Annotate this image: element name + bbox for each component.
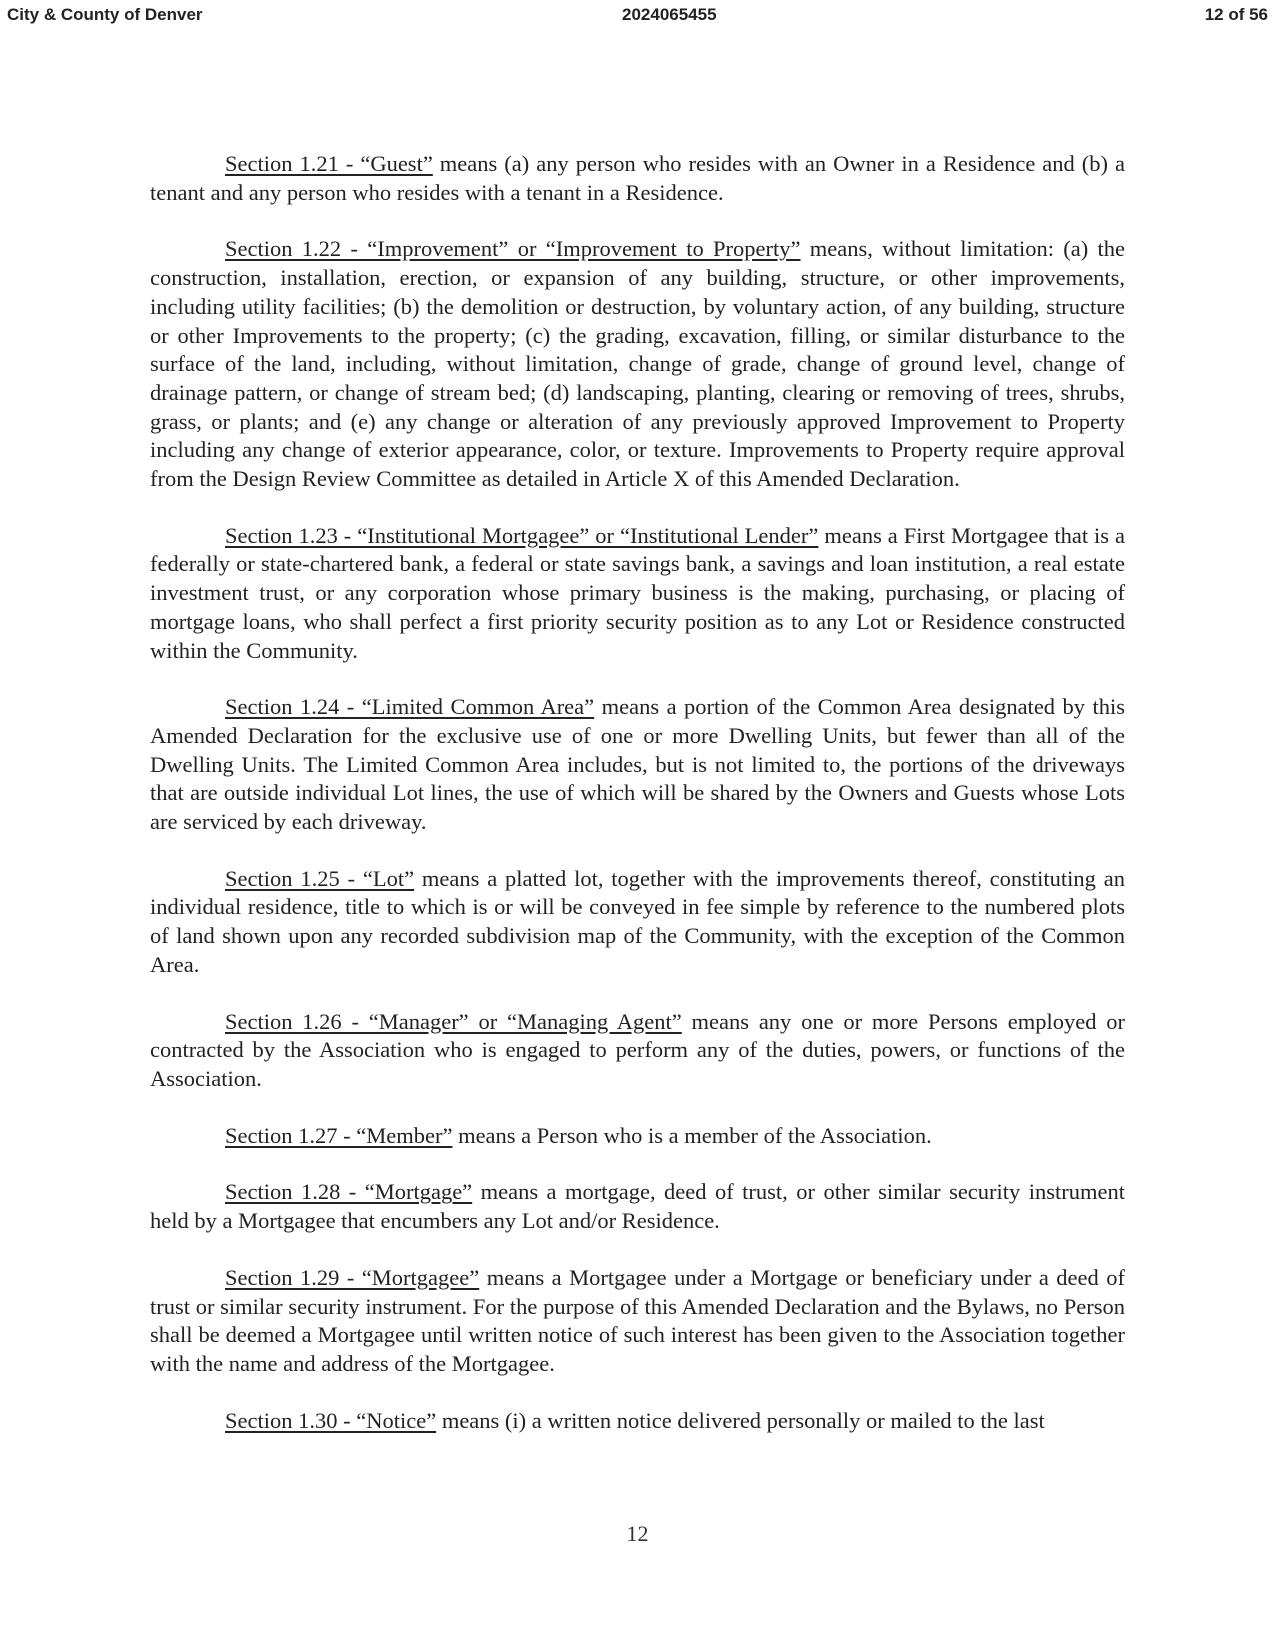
section-heading: Section 1.28 - “Mortgage” (225, 1179, 473, 1205)
section-heading: Section 1.26 - “Manager” or “Managing Agent” (225, 1008, 682, 1034)
section-1-22 (150, 235, 1125, 493)
section-heading: Section 1.30 - “Notice” (225, 1407, 437, 1433)
section-1-24 (150, 693, 1125, 837)
header-county: City & County of Denver (7, 5, 203, 24)
section-text: means a Mortgagee under a Mortgage or beneficiary under a deed of trust or similar security instrument. For the purpose of this Amended Declaration and the Bylaws, no Person shall be deemed a Mortgagee until written notice of such interest has been given to the Association together with the name and address of the Mortgagee. (150, 1264, 1125, 1376)
section-text: means a mortgage, deed of trust, or other similar security instrument held by a Mortgagee that encumbers any Lot and/or Residence. (150, 1179, 1125, 1234)
section-text: means a First Mortgagee that is a federally or state-chartered bank, a federal or state savings bank, a savings and loan institution, a real estate investment trust, or any corporation whose primary business is the making, purchasing, or placing of mortgage loans, who shall perfect a first priority security position as to any Lot or Residence constructed within the Community. (150, 522, 1125, 663)
section-heading: Section 1.29 - “Mortgagee” (225, 1264, 480, 1290)
section-1-21 (150, 150, 1125, 207)
section-1-29 (150, 1264, 1125, 1379)
section-text: means, without limitation: (a) the construction, installation, erection, or expansion of any building, structure, or other improvements, including utility facilities; (b) the demolition or destruction, by voluntary action, of any building, structure or other Improvements to the property; (c) the grading, excavation, filling, or similar disturbance to the surface of the land, including, without limitation, change of grade, change of ground level, change of drainage pattern, or change of stream bed; (d) landscaping, planting, clearing or removing of trees, shrubs, grass, or plants; and (e) any change or alteration of any previously approved Improvement to Property including any change of exterior appearance, color, or texture. Improvements to Property require approval from the Design Review Committee as detailed in Article X of this Amended Declaration. (150, 236, 1125, 492)
section-1-23 (150, 522, 1125, 666)
page-header (0, 5, 1275, 29)
page-number: 12 (626, 1521, 649, 1546)
document-body (150, 150, 1125, 1463)
section-heading: Section 1.22 - “Improvement” or “Improvement to Property” (225, 236, 801, 262)
section-heading: Section 1.23 - “Institutional Mortgagee” or “Institutional Lender” (225, 522, 819, 548)
section-1-30 (150, 1407, 1125, 1436)
section-text: means (i) a written notice delivered personally or mailed to the last (436, 1407, 1045, 1433)
section-1-27 (150, 1122, 1125, 1151)
section-text: means a Person who is a member of the Association. (452, 1122, 932, 1148)
section-1-28 (150, 1178, 1125, 1235)
section-heading: Section 1.24 - “Limited Common Area” (225, 694, 595, 720)
section-heading: Section 1.21 - “Guest” (225, 151, 433, 176)
header-reception-number: 2024065455 (622, 5, 717, 24)
section-text: means (a) any person who resides with an Owner in a Residence and (b) a tenant and any person who resides with a tenant in a Residence. (150, 151, 1125, 205)
section-heading: Section 1.27 - “Member” (225, 1122, 453, 1148)
section-1-25 (150, 865, 1125, 980)
section-1-26 (150, 1008, 1125, 1094)
section-text: means a platted lot, together with the improvements thereof, constituting an individual residence, title to which is or will be conveyed in fee simple by reference to the numbered plots of land shown upon any recorded subdivision map of the Community, with the exception of the Common Area. (150, 865, 1125, 977)
header-page-count: 12 of 56 (1204, 5, 1268, 24)
section-text: means a portion of the Common Area designated by this Amended Declaration for the exclusive use of one or more Dwelling Units, but fewer than all of the Dwelling Units. The Limited Common Area includes, but is not limited to, the portions of the driveways that are outside individual Lot lines, the use of which will be shared by the Owners and Guests whose Lots are serviced by each driveway. (150, 694, 1125, 835)
section-text: means any one or more Persons employed or contracted by the Association who is engaged to perform any of the duties, powers, or functions of the Association. (150, 1008, 1125, 1091)
section-heading: Section 1.25 - “Lot” (225, 865, 415, 891)
